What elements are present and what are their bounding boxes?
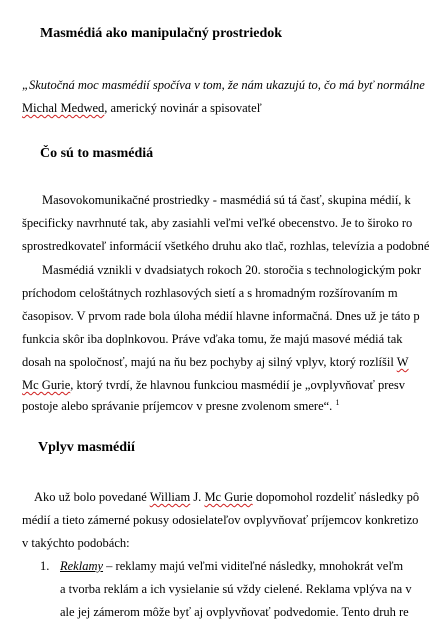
paragraph-line: médií a tieto zámerné pokusy odosielateľov ovplyvňovať príjemcov konkretizo	[22, 513, 419, 527]
paragraph-text: , ktorý tvrdí, že hlavnou funkciou masmédií je „ovplyvňovať presv	[70, 378, 406, 392]
list-item-line: ale jej zámerom môže byť aj ovplyvňovať podvedomie. Tento druh re	[60, 605, 409, 619]
paragraph-text: dopomohol rozdeliť následky pô	[252, 490, 420, 504]
paragraph-line: funkcia skôr iba doplnkovou. Práve vďaka tomu, že majú masové médiá tak	[22, 332, 403, 346]
paragraph-text: dosah na spoločnosť, majú na ňu bez pochyby aj silný vplyv, ktorý rozlíšil	[22, 355, 397, 369]
paragraph-line: časopisov. V prvom rade bola úloha médií hlavne informačná. Dnes už je táto p	[22, 309, 420, 323]
paragraph-line	[22, 354, 409, 370]
paragraph-text: postoje alebo správanie príjemcov v presne zvolenom smere“.	[22, 399, 333, 413]
list-item-line	[60, 558, 403, 574]
paragraph-line: špecificky navrhnuté tak, aby zasiahli veľmi veľké obecenstvo. Je to široko ro	[22, 216, 413, 230]
paragraph-text: Ako už bolo povedané	[34, 490, 150, 504]
paragraph-line	[34, 489, 419, 505]
paragraph-line: sprostredkovateľ informácií všetkého druhu ako tlač, rozhlas, televízia a podobné	[22, 239, 430, 253]
author-name-fragment: W	[396, 355, 409, 369]
author-description: , americký novinár a spisovateľ	[104, 101, 262, 115]
paragraph-text: J.	[190, 490, 205, 504]
author-name: Mc Gurie	[22, 378, 71, 392]
list-item-term: Reklamy	[60, 559, 104, 573]
author-first-name: William	[149, 490, 191, 504]
paragraph-line	[22, 398, 339, 414]
author-name: Michal Medwed	[22, 101, 105, 115]
paragraph-line: v takýchto podobách:	[22, 536, 130, 550]
section-heading-media-influence: Vplyv masmédií	[38, 440, 135, 455]
paragraph-line	[22, 377, 405, 393]
section-heading-what-are-media: Čo sú to masmédiá	[40, 146, 154, 161]
footnote-marker: 1	[335, 397, 340, 407]
list-item-number: 1.	[40, 559, 50, 573]
paragraph-line: Masmédiá vznikli v dvadsiatych rokoch 20. storočia s technologickým pokr	[42, 263, 422, 277]
epigraph-quote: „Skutočná moc masmédií spočíva v tom, že nám ukazujú to, čo má byť normálne	[22, 78, 425, 92]
author-name: Mc Gurie	[204, 490, 253, 504]
epigraph-attribution	[22, 100, 262, 116]
document-title: Masmédiá ako manipulačný prostriedok	[40, 26, 283, 41]
paragraph-line: príchodom celoštátnych rozhlasových sietí a s hromadným rozšírovaním m	[22, 286, 398, 300]
list-item-line: a tvorba reklám a ich vysielanie sú vždy cielené. Reklama vplýva na v	[60, 582, 412, 596]
list-item-text: – reklamy majú veľmi viditeľné následky, mnohokrát veľm	[103, 559, 404, 573]
paragraph-line: Masovokomunikačné prostriedky - masmédiá sú tá časť, skupina médií, k	[42, 193, 411, 207]
